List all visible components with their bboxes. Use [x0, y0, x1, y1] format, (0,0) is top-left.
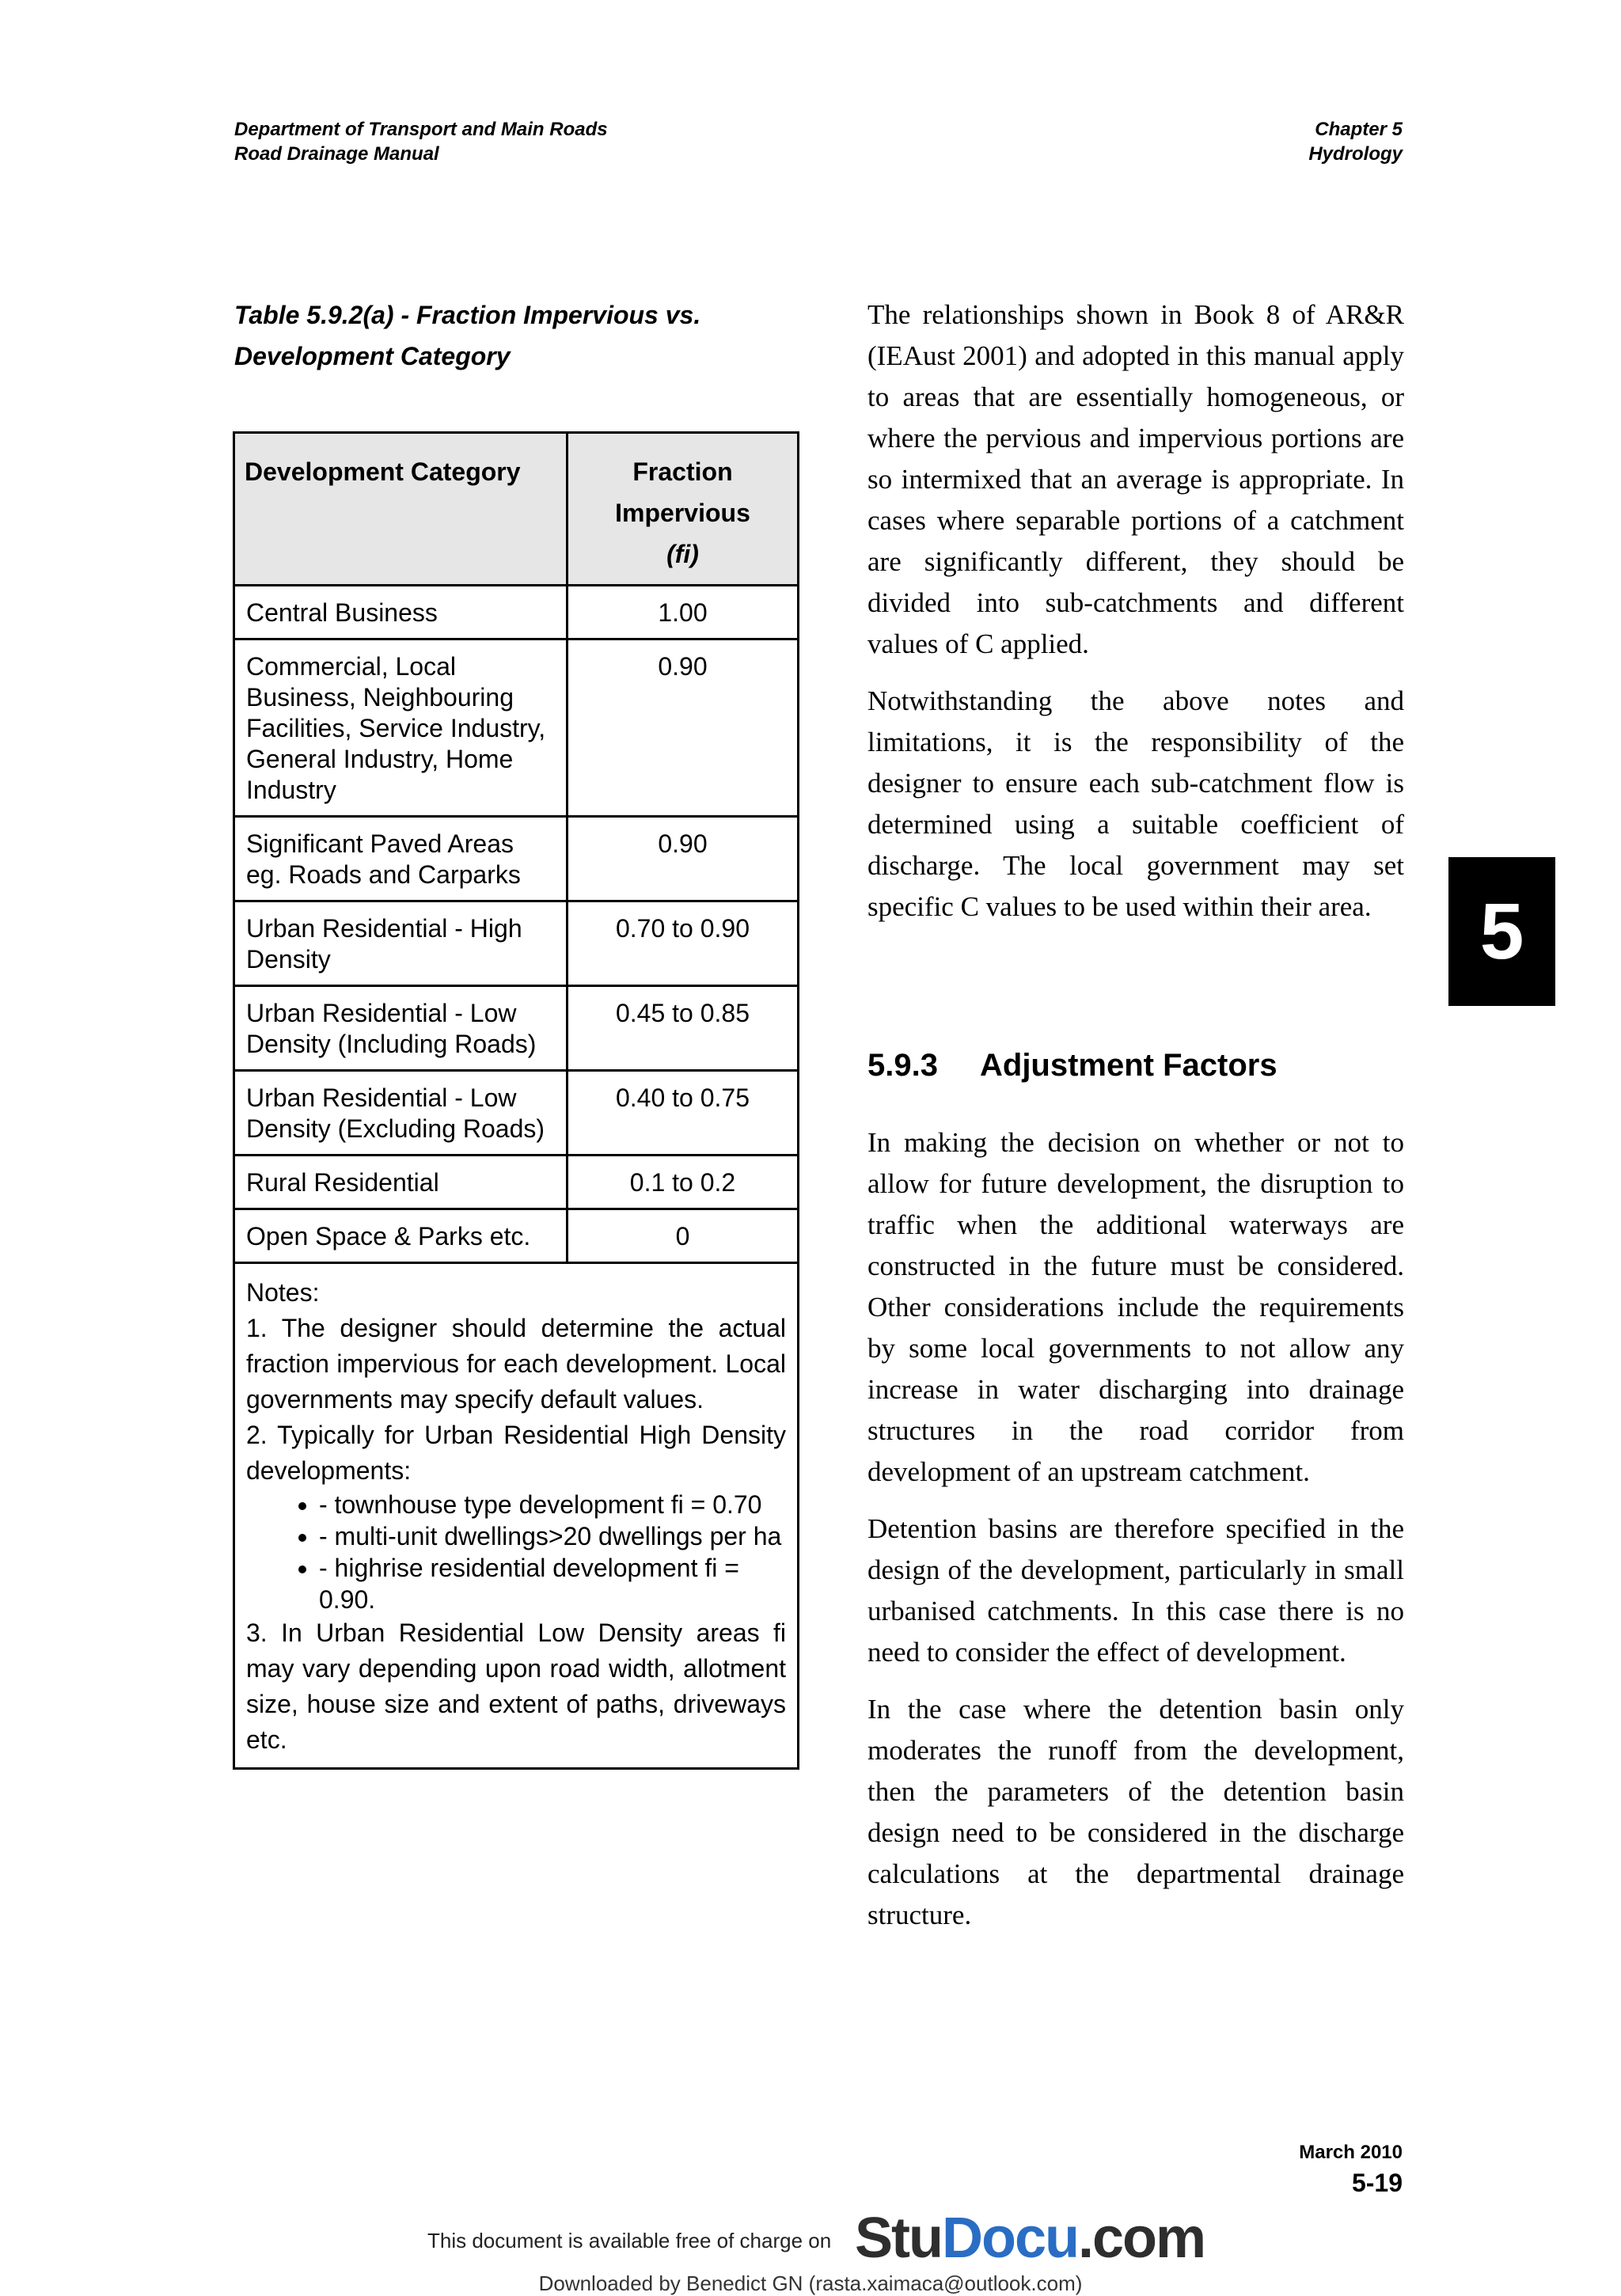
value-cell: 0.70 to 0.90 — [568, 901, 799, 986]
table-row — [234, 817, 799, 901]
note-2: 2. Typically for Urban Residential High Density developments: — [246, 1421, 786, 1485]
value-cell: 0 — [568, 1209, 799, 1263]
note-2-bullet: • - multi-unit dwellings>20 dwellings per ha — [319, 1520, 786, 1552]
table-header-row — [234, 433, 799, 586]
value-cell: 0.40 to 0.75 — [568, 1071, 799, 1156]
value-cell: 0.45 to 0.85 — [568, 986, 799, 1071]
fraction-impervious-table — [233, 431, 799, 1770]
paragraph: Detention basins are therefore specified in the design of the development, particularly in small urbanised catchments. In this case there is no need to consider the effect of development. — [867, 1513, 1404, 1668]
table-row — [234, 586, 799, 639]
note-2-bullet: • - townhouse type development fi = 0.70 — [319, 1489, 786, 1520]
category-cell: Urban Residential - High Density — [234, 901, 568, 986]
category-cell: Urban Residential - Low Density (Including Roads) — [234, 986, 568, 1071]
body-text-lower — [867, 1122, 1404, 1952]
category-cell: Urban Residential - Low Density (Excluding Roads) — [234, 1071, 568, 1156]
value-cell: 0.90 — [568, 817, 799, 901]
value-cell: 1.00 — [568, 586, 799, 639]
department-name: Department of Transport and Main Roads — [234, 119, 608, 140]
value-cell: 0.90 — [568, 639, 799, 817]
category-cell: Commercial, Local Business, Neighbouring Facilities, Service Industry, General Industry, Home Industry — [234, 639, 568, 817]
banner-text: This document is available free of charge on — [427, 2229, 832, 2252]
section-number: 5.9.3 — [867, 1048, 938, 1083]
table-row — [234, 639, 799, 817]
paragraph: In the case where the detention basin only moderates the runoff from the development, then the parameters of the detention basin design need to be considered in the discharge calculations at the departmental drainage structure. — [867, 1694, 1404, 1930]
studocu-logo: StuDocu.com — [855, 2207, 1205, 2270]
table-caption: Table 5.9.2(a) - Fraction Impervious vs. Development Category — [234, 301, 701, 370]
category-cell: Rural Residential — [234, 1156, 568, 1209]
notes-heading: Notes: — [246, 1278, 320, 1307]
table-row — [234, 901, 799, 986]
paragraph: Notwithstanding the above notes and limitations, it is the responsibility of the designer to ensure each sub-catchment flow is determined using a suitable coefficient of discharge. The local government may set specific C values to be used within their area. — [867, 685, 1404, 922]
category-cell: Significant Paved Areas eg. Roads and Carparks — [234, 817, 568, 901]
page-header-right — [1308, 117, 1403, 166]
column-header-category: Development Category — [234, 433, 568, 586]
note-2-list — [246, 1489, 786, 1615]
download-notice: Downloaded by Benedict GN (rasta.xaimaca@outlook.com) — [538, 2271, 1083, 2295]
value-cell: 0.1 to 0.2 — [568, 1156, 799, 1209]
table-row — [234, 1071, 799, 1156]
section-title: Adjustment Factors — [980, 1048, 1277, 1083]
table-row — [234, 1156, 799, 1209]
table-row — [234, 1209, 799, 1263]
manual-name: Road Drainage Manual — [234, 143, 439, 165]
category-cell: Central Business — [234, 586, 568, 639]
page-header-left — [234, 117, 608, 166]
body-text-upper — [867, 294, 1404, 943]
studocu-banner[interactable] — [427, 2207, 1219, 2270]
chapter-tab: 5 — [1448, 857, 1555, 1006]
chapter-label: Chapter 5 — [1315, 119, 1403, 140]
page-number: 5-19 — [1351, 2169, 1403, 2197]
paragraph: In making the decision on whether or not to allow for future development, the disruption to traffic when the additional waterways are constructed in the future must be considered. Other considerations include the requirements by some local governments to not allow any increase in water discharging into drainage structures in the road corridor from development of an upstream catchment. — [867, 1127, 1404, 1487]
section-heading — [867, 1045, 1277, 1086]
note-2-bullet: • - highrise residential development fi = 0.90. — [319, 1552, 786, 1615]
chapter-title: Hydrology — [1308, 143, 1403, 165]
note-3: 3. In Urban Residential Low Density areas fi may vary depending upon road width, allotment size, house size and extent of paths, driveways etc. — [246, 1619, 786, 1754]
table-row — [234, 986, 799, 1071]
note-1: 1. The designer should determine the actual fraction impervious for each development. Local governments may specify default values. — [246, 1314, 786, 1414]
column-header-fraction: Fraction Impervious (fi) — [568, 433, 799, 586]
category-cell: Open Space & Parks etc. — [234, 1209, 568, 1263]
paragraph: The relationships shown in Book 8 of AR&R (IEAust 2001) and adopted in this manual apply to areas that are essentially homogeneous, or where the pervious and impervious portions are so intermixed that an average is appropriate. In cases where separable portions of a catchment are significantly different, they should be divided into sub-catchments and different values of C applied. — [867, 299, 1404, 659]
table-notes — [234, 1263, 799, 1769]
footer-date: March 2010 — [1299, 2142, 1403, 2163]
table-notes-row — [234, 1263, 799, 1769]
